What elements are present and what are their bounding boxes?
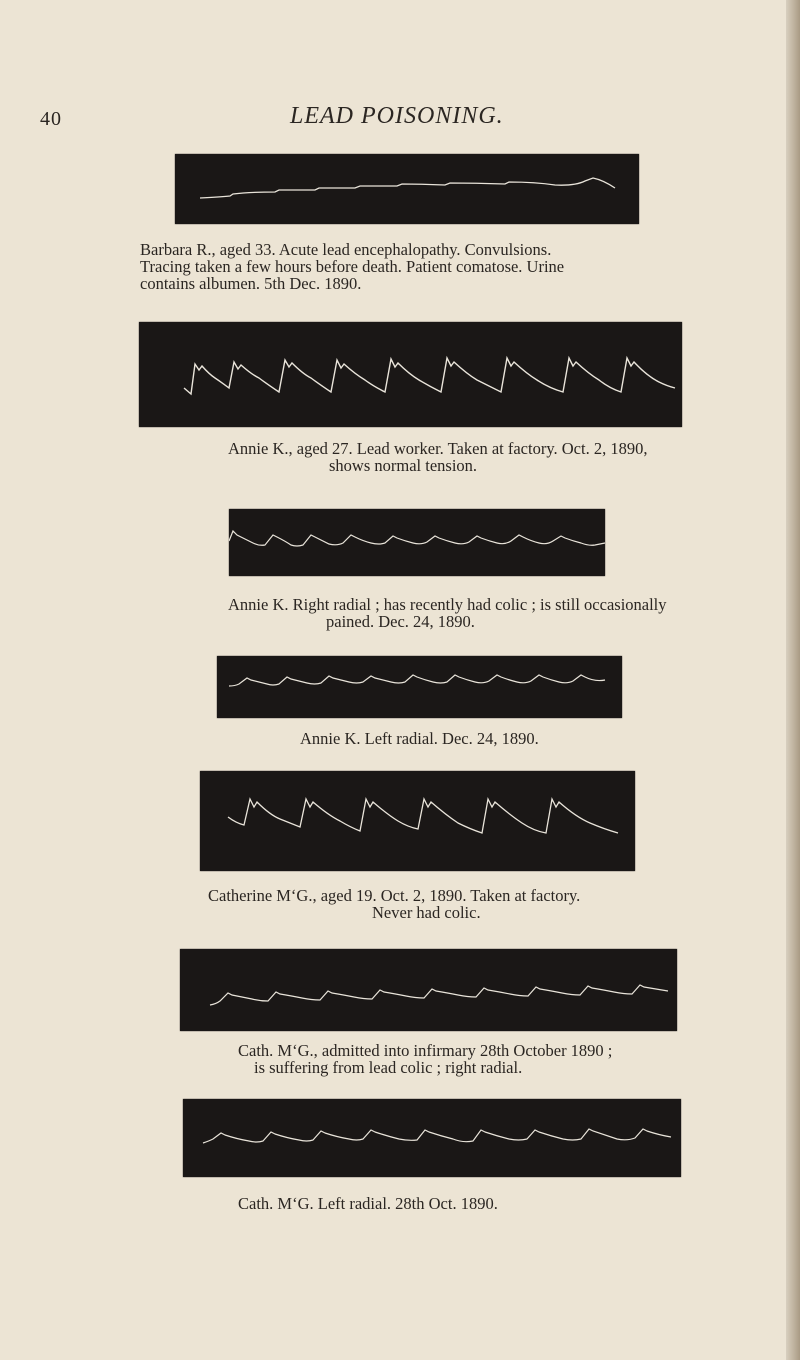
sphygmograph-tracing-6: [180, 949, 677, 1031]
caption-3-line-1: Annie K. Right radial ; has recently had colic ; is still occasionally: [228, 595, 667, 614]
caption-1-line-3: contains albumen. 5th Dec. 1890.: [140, 274, 362, 293]
sphygmograph-tracing-5: [200, 771, 635, 871]
page-number: 40: [40, 108, 62, 130]
pulse-trace-6: [210, 985, 668, 1005]
caption-1: [140, 241, 564, 292]
caption-5-line-1: Catherine M‘G., aged 19. Oct. 2, 1890. Taken at factory.: [208, 886, 581, 905]
caption-7: [238, 1195, 498, 1212]
pulse-trace-3: [229, 531, 605, 546]
caption-4: [300, 730, 539, 747]
pulse-trace-2: [184, 358, 675, 394]
caption-1-line-1: Barbara R., aged 33. Acute lead encephalopathy. Convulsions.: [140, 240, 552, 259]
pulse-trace-5: [228, 799, 618, 833]
sphygmograph-tracing-4: [217, 656, 622, 718]
tracing-5-svg: [200, 771, 635, 871]
sphygmograph-tracing-2: [139, 322, 682, 427]
caption-2: [228, 440, 647, 474]
pulse-trace-1: [200, 178, 615, 198]
pulse-trace-4: [229, 675, 605, 686]
tracing-1-svg: [175, 154, 639, 224]
sphygmograph-tracing-7: [183, 1099, 681, 1177]
caption-6-line-2: is suffering from lead colic ; right radial.: [254, 1058, 523, 1077]
caption-4-line-1: Annie K. Left radial. Dec. 24, 1890.: [300, 729, 539, 748]
caption-7-line-1: Cath. M‘G. Left radial. 28th Oct. 1890.: [238, 1194, 498, 1213]
caption-3-line-2: pained. Dec. 24, 1890.: [326, 612, 475, 631]
tracing-3-svg: [229, 509, 605, 576]
running-head: LEAD POISONING.: [290, 103, 504, 129]
caption-5: [208, 887, 580, 921]
tracing-6-svg: [180, 949, 677, 1031]
caption-2-line-2: shows normal tension.: [329, 456, 478, 475]
caption-6: [238, 1042, 612, 1076]
caption-5-line-2: Never had colic.: [372, 903, 481, 922]
caption-2-line-1: Annie K., aged 27. Lead worker. Taken at factory. Oct. 2, 1890,: [228, 439, 648, 458]
caption-6-line-1: Cath. M‘G., admitted into infirmary 28th October 1890 ;: [238, 1041, 613, 1060]
tracing-4-svg: [217, 656, 622, 718]
sphygmograph-tracing-1: [175, 154, 639, 224]
tracing-7-svg: [183, 1099, 681, 1177]
page-edge: [786, 0, 800, 1360]
caption-1-line-2: Tracing taken a few hours before death. Patient comatose. Urine: [140, 257, 565, 276]
tracing-2-svg: [139, 322, 682, 427]
caption-3: [228, 596, 667, 630]
pulse-trace-7: [203, 1129, 671, 1143]
sphygmograph-tracing-3: [229, 509, 605, 576]
